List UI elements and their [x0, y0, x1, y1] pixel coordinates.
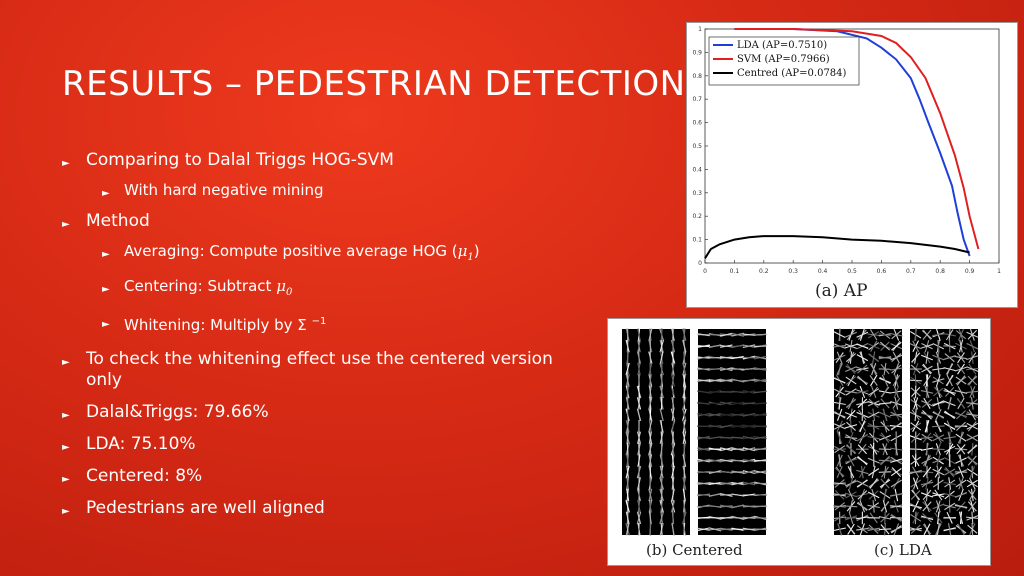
- hog-figure: [607, 318, 991, 566]
- y-tick-label: 0.5: [692, 143, 702, 150]
- bullet-text: LDA: 75.10%: [86, 434, 196, 454]
- y-tick-label: 0.4: [692, 166, 702, 174]
- lda-caption: (c) LDA: [874, 541, 932, 559]
- bullet-arrow-icon: ►: [62, 506, 70, 517]
- x-tick-label: 0.5: [847, 268, 857, 275]
- bullet-text: Centering: Subtract: [124, 277, 277, 295]
- bullet-text: Whitening: Multiply by Σ: [124, 316, 312, 334]
- bullet-text: Method: [86, 211, 150, 231]
- bullet-arrow-icon: ►: [102, 249, 110, 260]
- ap-caption: (a) AP: [815, 281, 868, 301]
- x-tick-label: 0.2: [759, 268, 769, 275]
- bullet-item: [62, 150, 562, 171]
- bullet-arrow-icon: ►: [62, 357, 70, 368]
- x-tick-label: 1: [997, 268, 1001, 275]
- y-tick-label: 0: [698, 260, 702, 267]
- y-tick-label: 0.7: [692, 96, 702, 104]
- y-tick-label: 0.1: [692, 236, 702, 244]
- x-tick-label: 0.1: [729, 268, 740, 275]
- x-tick-label: 0.9: [964, 268, 975, 275]
- bullet-text: Centered: 8%: [86, 466, 203, 486]
- sub-bullet-item: [62, 277, 562, 302]
- y-tick-label: 0.8: [692, 72, 702, 80]
- ap-chart-figure: [686, 22, 1018, 308]
- slide-title: RESULTS – PEDESTRIAN DETECTION: [62, 64, 686, 104]
- bullet-text: With hard negative mining: [124, 181, 324, 199]
- math-superscript: −1: [311, 316, 327, 327]
- hog-glyph-image: [697, 329, 766, 535]
- legend-label: LDA (AP=0.7510): [737, 40, 828, 51]
- x-tick-label: 0.6: [876, 268, 887, 275]
- bullet-arrow-icon: ►: [62, 219, 70, 230]
- bullet-item: [62, 349, 562, 391]
- y-tick-label: 0.6: [692, 119, 702, 127]
- x-tick-label: 0.8: [935, 268, 945, 275]
- ap-chart: [687, 23, 1017, 307]
- bullet-text: Comparing to Dalal Triggs HOG-SVM: [86, 150, 394, 170]
- x-tick-label: 0: [703, 268, 707, 275]
- bullet-arrow-icon: ►: [102, 319, 110, 330]
- hog-glyph-image: [909, 329, 978, 536]
- bullet-arrow-icon: ►: [102, 188, 110, 199]
- bullet-arrow-icon: ►: [62, 158, 70, 169]
- y-tick-label: 1: [698, 26, 702, 33]
- bullet-item: [62, 498, 562, 519]
- bullet-item: [62, 402, 562, 423]
- bullet-text: Averaging: Compute positive average HOG (: [124, 242, 458, 260]
- legend-label: Centred (AP=0.0784): [737, 68, 847, 79]
- bullet-arrow-icon: ►: [62, 410, 70, 421]
- math-mu: $\mu_1$: [457, 242, 474, 263]
- centered-caption: (b) Centered: [646, 541, 743, 559]
- bullet-arrow-icon: ►: [102, 284, 110, 295]
- sub-bullet-item: [62, 312, 562, 335]
- legend-label: SVM (AP=0.7966): [737, 54, 830, 65]
- x-tick-label: 0.3: [788, 268, 798, 275]
- hog-visualizations: [608, 319, 990, 565]
- bullet-text: Dalal&Triggs: 79.66%: [86, 402, 269, 422]
- bullet-text: Pedestrians are well aligned: [86, 498, 325, 518]
- bullet-item: [62, 466, 562, 487]
- bullet-item: [62, 211, 562, 232]
- y-tick-label: 0.2: [692, 213, 702, 221]
- x-tick-label: 0.4: [817, 268, 828, 275]
- hog-glyph-image: [622, 329, 690, 536]
- x-tick-label: 0.7: [906, 268, 916, 275]
- bullet-arrow-icon: ►: [62, 474, 70, 485]
- y-tick-label: 0.9: [692, 49, 702, 57]
- bullet-arrow-icon: ►: [62, 442, 70, 453]
- bullet-list: [62, 150, 562, 519]
- hog-glyph-image: [833, 329, 902, 536]
- math-mu: $\mu_0$: [276, 277, 293, 298]
- y-tick-label: 0.3: [692, 189, 702, 197]
- sub-bullet-item: [62, 242, 562, 267]
- bullet-text: To check the whitening effect use the centered version only: [86, 349, 553, 390]
- sub-bullet-item: [62, 181, 562, 200]
- bullet-item: [62, 434, 562, 455]
- paren-close: ): [473, 242, 480, 260]
